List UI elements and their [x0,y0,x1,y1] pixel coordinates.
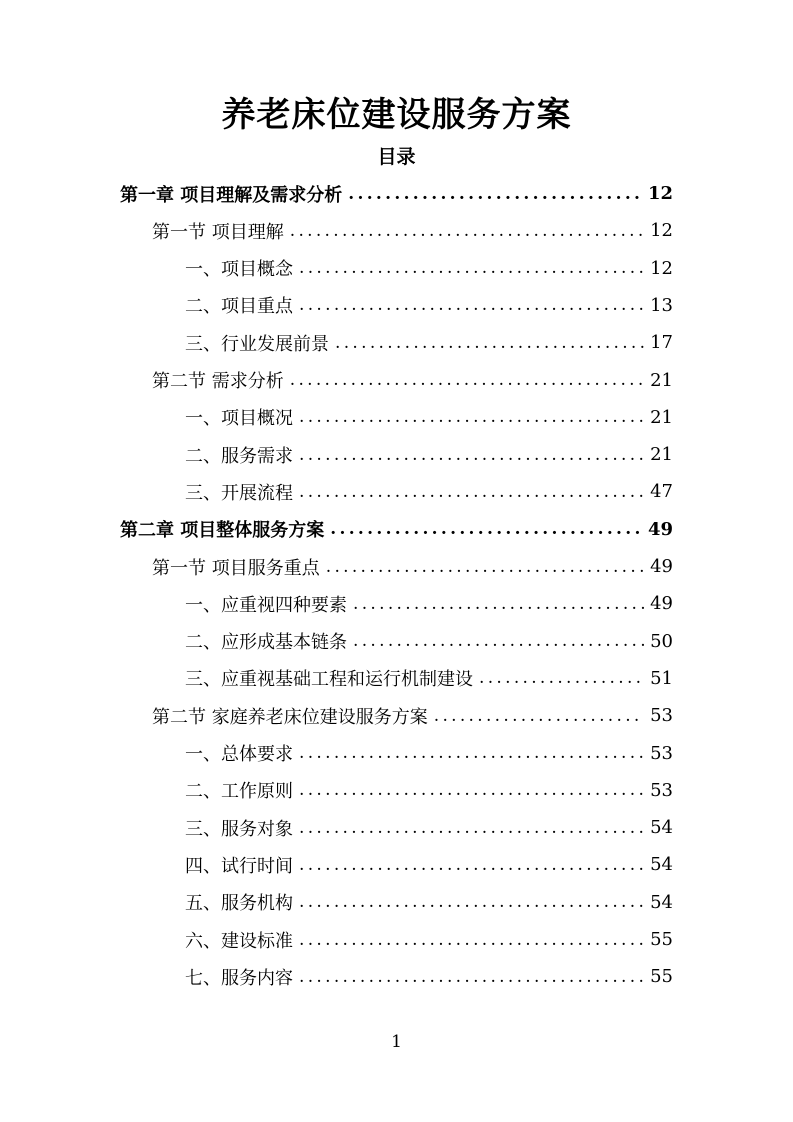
toc-entry-title: 六、建设标准 [185,930,293,952]
toc-leader-dots [348,184,642,204]
toc-item-entry[interactable] [185,921,673,958]
toc-leader-dots [353,594,644,614]
toc-item-entry[interactable] [185,623,673,660]
toc-entry-title: 第一章 项目理解及需求分析 [120,184,343,206]
toc-entry-page: 12 [647,183,673,204]
document-title: 养老床位建设服务方案 [221,95,572,135]
toc-entry-page: 21 [650,369,673,391]
toc-leader-dots [326,557,644,577]
toc-leader-dots [299,930,644,950]
toc-entry-page: 54 [650,854,673,876]
toc-leader-dots [299,780,644,800]
toc-entry-title: 第二章 项目整体服务方案 [120,520,325,542]
toc-entry-page: 55 [650,929,673,950]
toc-entry-title: 第一节 项目理解 [152,221,284,243]
toc-item-entry[interactable] [185,846,673,883]
toc-entry-title: 第二节 家庭养老床位建设服务方案 [152,706,428,728]
toc-item-entry[interactable] [185,250,673,287]
toc-leader-dots [290,370,644,390]
toc-item-entry[interactable] [185,287,673,324]
toc-entry-title: 四、试行时间 [185,855,293,877]
toc-entry-title: 三、行业发展前景 [185,333,329,355]
toc-entry-page: 49 [647,518,673,540]
toc-entry-page: 12 [650,257,673,279]
toc-entry-page: 54 [650,817,673,839]
toc-leader-dots [299,258,644,278]
toc-item-entry[interactable] [185,884,673,921]
toc-leader-dots [299,445,644,465]
toc-leader-dots [353,631,644,651]
toc-leader-dots [479,668,644,688]
toc-entry-page: 21 [650,444,673,466]
toc-leader-dots [434,706,644,726]
toc-entry-page: 49 [650,556,673,577]
toc-entry-title: 一、总体要求 [185,744,293,765]
toc-leader-dots [335,333,644,353]
toc-entry-title: 三、开展流程 [185,482,293,504]
toc-entry-title: 三、应重视基础工程和运行机制建设 [185,669,473,691]
toc-entry-page: 21 [650,406,673,428]
toc-item-entry[interactable] [185,735,673,772]
page-number: 1 [391,1032,402,1052]
toc-leader-dots [299,407,644,427]
toc-entry-page: 17 [650,332,673,354]
toc-entry-title: 一、项目概念 [185,259,293,281]
toc-section-entry[interactable] [152,697,673,734]
toc-item-entry[interactable] [185,324,673,361]
toc-item-entry[interactable] [185,436,673,473]
toc-entry-page: 47 [650,481,673,503]
toc-entry-page: 55 [650,966,673,988]
toc-leader-dots [299,855,644,875]
toc-entry-page: 53 [650,779,673,801]
toc-entry-title: 三、服务对象 [185,818,293,840]
toc-heading: 目录 [377,146,416,168]
toc-entry-title: 一、应重视四种要素 [185,594,347,616]
toc-entry-page: 13 [650,294,673,316]
toc-entry-page: 51 [650,667,673,689]
toc-chapter-entry[interactable] [120,511,673,548]
toc-entry-page: 12 [650,220,673,242]
toc-section-entry[interactable] [152,362,673,399]
toc-section-entry[interactable] [152,548,673,585]
toc-entry-title: 二、项目重点 [185,296,293,318]
toc-leader-dots [299,818,644,838]
toc-item-entry[interactable] [185,660,673,697]
toc-entry-title: 一、项目概况 [185,408,293,430]
toc-item-entry[interactable] [185,958,673,995]
toc-leader-dots [299,482,644,502]
toc-item-entry[interactable] [185,585,673,622]
toc-chapter-entry[interactable] [120,175,673,212]
toc-item-entry[interactable] [185,809,673,846]
toc-leader-dots [299,967,644,987]
toc-entry-title: 五、服务机构 [185,893,293,915]
toc-entry-title: 第一节 项目服务重点 [152,557,320,579]
toc-leader-dots [290,221,644,241]
toc-section-entry[interactable] [152,212,673,249]
toc-entry-title: 二、应形成基本链条 [185,632,347,654]
toc-entry-page: 53 [650,742,673,764]
toc-leader-dots [299,892,644,912]
toc-entry-page: 49 [650,593,673,615]
toc-leader-dots [299,743,644,763]
toc-leader-dots [299,295,644,315]
toc-entry-page: 54 [650,891,673,913]
toc-entry-title: 二、服务需求 [185,445,293,467]
toc-item-entry[interactable] [185,772,673,809]
toc-entry-page: 50 [650,630,673,652]
toc-leader-dots [330,519,642,539]
toc-item-entry[interactable] [185,399,673,436]
toc-item-entry[interactable] [185,473,673,510]
toc-entry-title: 二、工作原则 [185,781,293,803]
toc-entry-page: 53 [650,705,673,727]
toc-entry-title: 七、服务内容 [185,967,293,989]
toc-entry-title: 第二节 需求分析 [152,371,284,392]
